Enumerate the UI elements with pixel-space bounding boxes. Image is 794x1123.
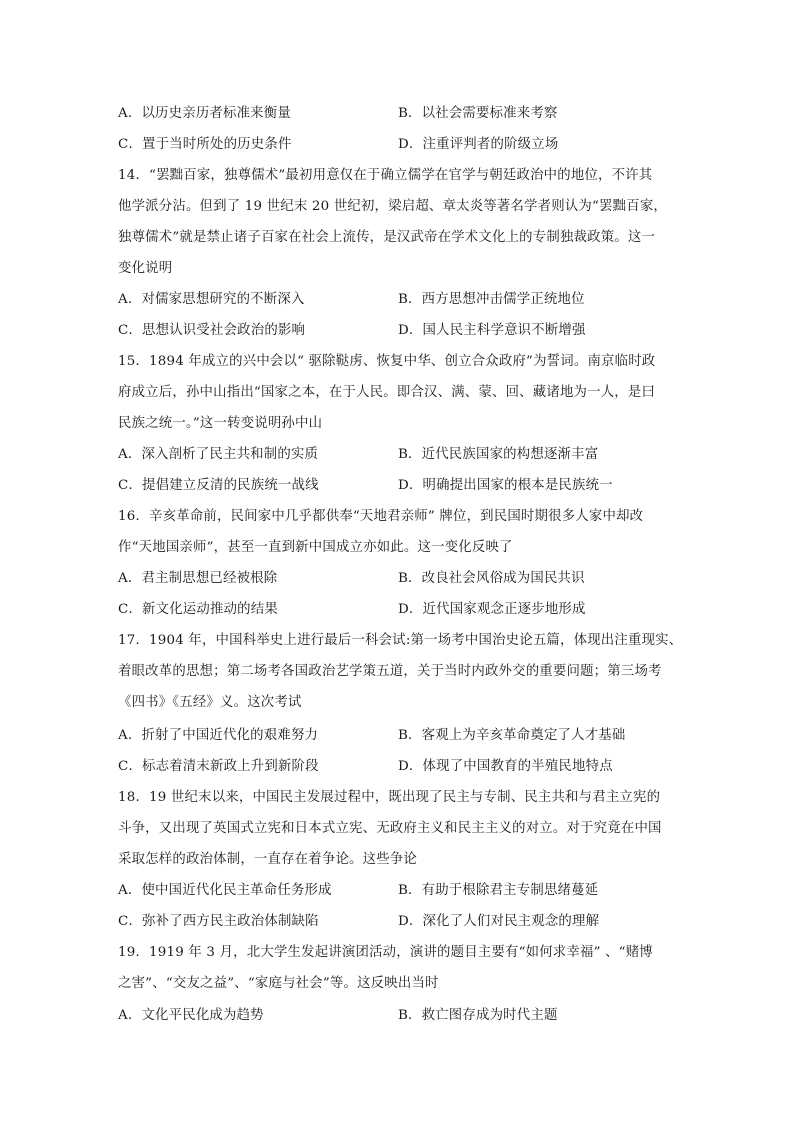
q16-stem-line-2: 作“天地国亲师”，甚至一直到新中国成立亦如此。这一变化反映了 [118,540,513,555]
q19-option-a: A．文化平民化成为趋势 [118,1008,264,1023]
q14-stem-line-4: 变化说明 [118,261,173,276]
q18-option-d: D．深化了人们对民主观念的理解 [398,914,600,929]
q14-option-b: B．西方思想冲击儒学正统地位 [398,292,585,307]
q16-stem-line-1: 16．辛亥革命前，民间家中几乎都供奉“天地君亲师” 牌位，到民国时期很多人家中却改 [118,509,644,524]
q17-option-a: A．折射了中国近代化的艰难努力 [118,728,319,743]
q18-option-a: A．使中国近代化民主革命任务形成 [118,883,332,898]
q16-option-b: B．改良社会风俗成为国民共识 [398,571,585,586]
q16-option-d: D．近代国家观念正逐步地形成 [398,602,586,617]
q14-option-c: C．思想认识受社会政治的影响 [118,323,306,338]
q15-option-b: B．近代民族国家的构想逐渐丰富 [398,447,599,462]
q15-option-a: A．深入剖析了民主共和制的实质 [118,447,319,462]
q13-option-c: C．置于当时所处的历史条件 [118,137,292,152]
q17-option-c: C．标志着清末新政上升到新阶段 [118,759,319,774]
q17-stem-line-2: 着眼改革的思想；第二场考各国政治艺学策五道，关于当时内政外交的重要问题；第三场考 [118,664,662,679]
q18-option-c: C．弥补了西方民主政治体制缺陷 [118,914,319,929]
q18-stem-line-3: 采取怎样的政治体制，一直存在着争论。这些争论 [118,852,417,867]
q19-stem-line-2: 之害”、“交友之益”、“家庭与社会”等。这反映出当时 [118,976,439,991]
q14-option-d: D．国人民主科学意识不断增强 [398,323,586,338]
q18-stem-line-2: 斗争，又出现了英国式立宪和日本式立宪、无政府主义和民主主义的对立。对于究竟在中国 [118,821,662,836]
q14-stem-line-1: 14．“罢黜百家，独尊儒术”最初用意仅在于确立儒学在官学与朝廷政治中的地位，不许其 [118,168,653,183]
q14-stem-line-2: 他学派分沾。但到了 19 世纪末 20 世纪初，梁启超、章太炎等著名学者则认为“罢黜百家， [118,199,668,214]
q17-stem-line-3: 《四书》《五经》义。这次考试 [118,695,302,710]
q15-option-c: C．提倡建立反清的民族统一战线 [118,478,319,493]
q14-option-a: A．对儒家思想研究的不断深入 [118,292,305,307]
q15-stem-line-1: 15．1894 年成立的兴中会以“ 驱除鞑虏、恢复中华、创立合众政府”为誓词。南京临时政 [118,354,656,369]
q14-stem-line-3: 独尊儒术”就是禁止诸子百家在社会上流传，是汉武帝在学术文化上的专制独裁政策。这一 [118,230,656,245]
q13-option-a: A．以历史亲历者标准来衡量 [118,106,291,121]
q13-option-d: D．注重评判者的阶级立场 [398,137,559,152]
q17-option-d: D．体现了中国教育的半殖民地特点 [398,759,613,774]
q15-stem-line-3: 民族之统一。”这一转变说明孙中山 [118,416,323,431]
q15-stem-line-2: 府成立后，孙中山指出“国家之本，在于人民。即合汉、满、蒙、回、藏诸地为一人，是曰 [118,385,656,400]
q19-stem-line-1: 19．1919 年 3 月，北大学生发起讲演团活动，演讲的题目主要有“如何求幸福” 、“赌博 [118,945,653,960]
q17-option-b: B．客观上为辛亥革命奠定了人才基础 [398,728,626,743]
q19-option-b: B．救亡图存成为时代主题 [398,1008,558,1023]
q18-option-b: B．有助于根除君主专制思绪蔓延 [398,883,599,898]
q16-option-c: C．新文化运动推动的结果 [118,602,278,617]
q18-stem-line-1: 18．19 世纪末以来，中国民主发展过程中，既出现了民主与专制、民主共和与君主立宪的 [118,790,661,805]
q16-option-a: A．君主制思想已经被根除 [118,571,278,586]
q13-option-b: B．以社会需要标准来考察 [398,106,558,121]
q17-stem-line-1: 17．1904 年，中国科举史上进行最后一科会试:第一场考中国治史论五篇，体现出注重现实、 [118,633,683,648]
q15-option-d: D．明确提出国家的根本是民族统一 [398,478,613,493]
